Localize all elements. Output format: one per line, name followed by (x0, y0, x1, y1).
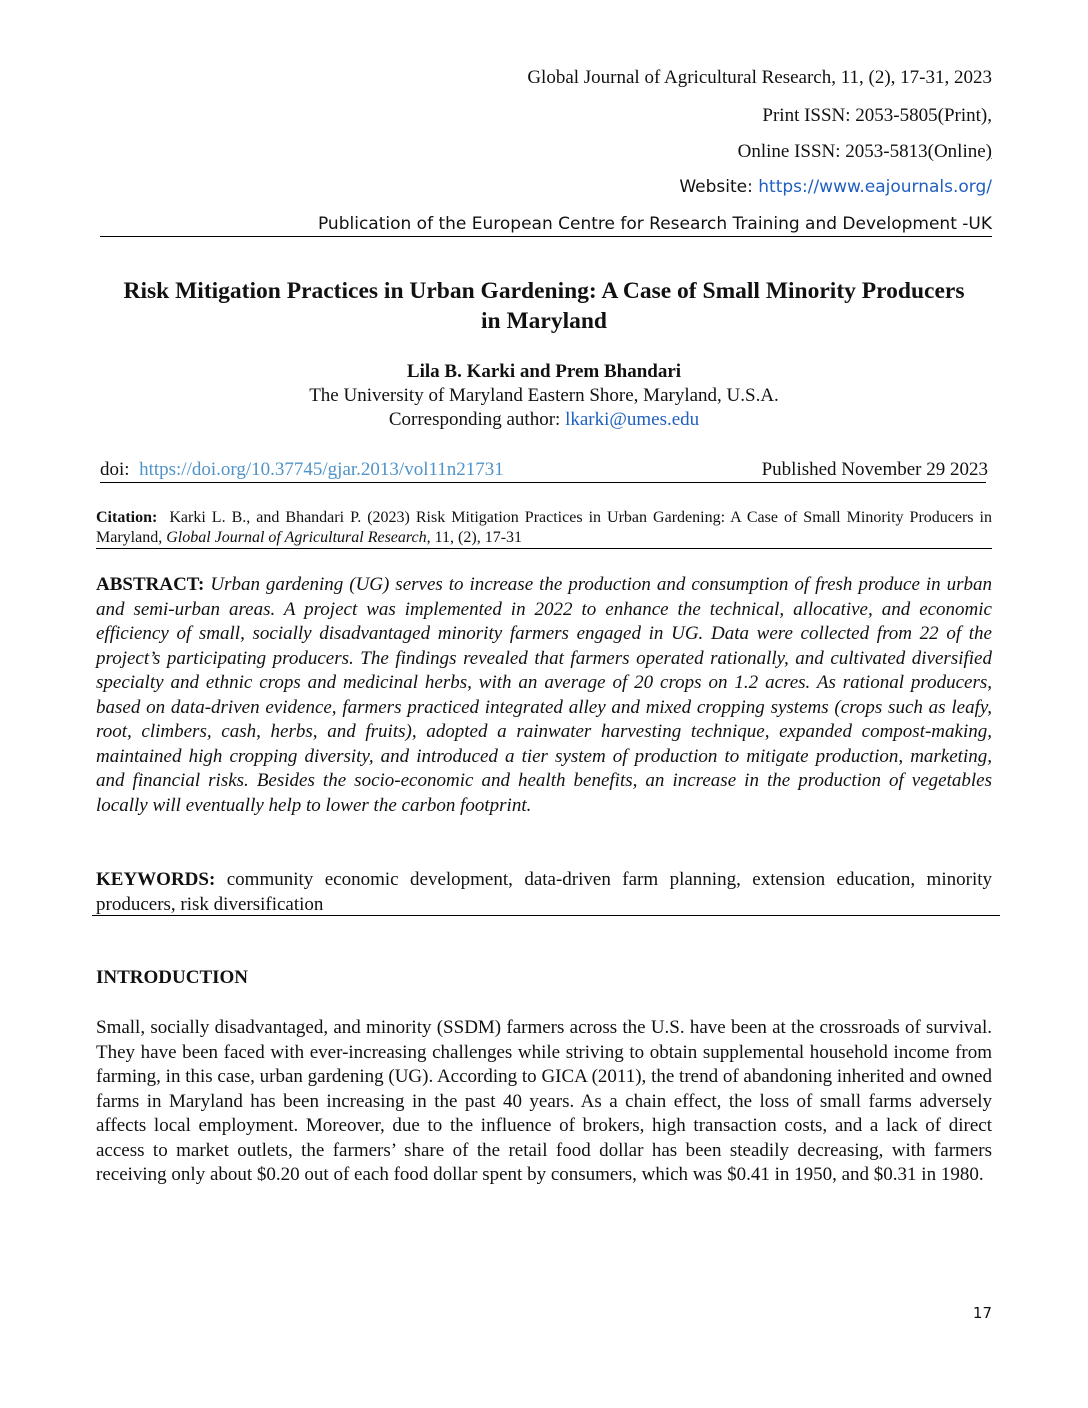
introduction-paragraph: Small, socially disadvantaged, and minority (SSDM) farmers across the U.S. have been at the crossroads of survival. They have been faced with ever-increasing challenges while striving to obtain supplemental household income from farming, in this case, urban gardening (UG). According to GICA (2011), the trend of abandoning inherited and owned farms in Maryland has been increasing in the past 40 years. As a chain effect, the loss of small farms adversely affects local employment. Moreover, due to the influence of brokers, high transaction costs, and a lack of direct access to market outlets, the farmers’ share of the retail food dollar has been steadily decreasing, with farmers receiving only about $0.20 out of each food dollar spent by consumers, which was $0.41 in 1950, and $0.31 in 1980. (96, 1017, 992, 1185)
corresponding-label: Corresponding author: (388, 409, 566, 430)
citation (96, 508, 992, 548)
doi-link[interactable]: https://doi.org/10.37745/gjar.2013/vol11n21731 (139, 459, 504, 480)
journal-line: Global Journal of Agricultural Research, 11, (2), 17-31, 2023 (527, 67, 992, 88)
abstract (96, 573, 992, 818)
abstract-label: ABSTRACT: (96, 574, 205, 595)
publisher-line: Publication of the European Centre for Research Training and Development -UK (317, 214, 992, 234)
title-line-1: Risk Mitigation Practices in Urban Gardening: A Case of Small Minority Producers (123, 278, 965, 304)
title-line-2: in Maryland (480, 308, 607, 334)
citation-journal: Global Journal of Agricultural Research (166, 529, 427, 546)
keywords-divider (92, 915, 1000, 916)
online-issn-close: ) (985, 141, 992, 162)
authors: Lila B. Karki and Prem Bhandari (406, 361, 682, 382)
citation-comma: , (158, 529, 167, 546)
doi-divider (100, 482, 986, 483)
keywords (96, 868, 992, 917)
citation-text: Karki L. B., and Bhandari P. (2023) Risk Mitigation Practices in Urban Gardening: A Case of Small Minority Producers in Maryland (96, 509, 992, 546)
citation-end: , 11, (2), 17-31 (426, 529, 523, 546)
corresponding-email-link[interactable]: lkarki@umes.edu (565, 409, 700, 430)
published-date: Published November 29 2023 (761, 459, 988, 480)
citation-divider (96, 548, 992, 549)
keywords-text: community economic development, data-driven farm planning, extension education, minority producers, risk diversification (96, 869, 992, 915)
affiliation: The University of Maryland Eastern Shore, Maryland, U.S.A. (309, 385, 779, 406)
website-link[interactable]: https://www.eajournals.org/ (758, 177, 992, 197)
website-label: Website: (679, 177, 759, 197)
website-line (679, 177, 992, 197)
article-title (96, 276, 992, 336)
abstract-text: Urban gardening (UG) serves to increase the production and consumption of fresh produce in urban and semi-urban areas. A project was implemented in 2022 to enhance the technical, allocative, and economic efficiency of small, socially disadvantaged minority farmers engaged in UG. Data were collected from 22 of the project’s participating producers. The findings revealed that farmers operated rationally, and cultivated diversified specialty and ethnic crops and medicinal herbs, with an average of 20 crops on 1.2 acres. As rational producers, based on data-driven evidence, farmers practiced integrated alley and mixed cropping systems (crops such as leafy, root, climbers, cash, herbs, and fruits), adopted a rainwater harvesting technique, expanded compost-making, maintained high cropping diversity, and introduced a tier system of production to mitigate production, marketing, and financial risks. Besides the socio-economic and health benefits, an increase in the production of vegetables locally will eventually help to lower the carbon footprint. (96, 574, 992, 816)
page-number: 17 (972, 1304, 992, 1322)
doi-line (100, 458, 504, 482)
citation-label: Citation: (96, 509, 158, 526)
introduction-heading: INTRODUCTION (96, 967, 249, 988)
header-divider (100, 236, 992, 237)
online-issn (738, 140, 992, 164)
doi-label: doi: (100, 459, 130, 480)
print-issn: Print ISSN: 2053-5805(Print), (762, 105, 992, 126)
online-issn-text: Online ISSN: 2053-5813(Online (737, 141, 986, 162)
keywords-label: KEYWORDS: (96, 869, 216, 890)
corresponding-author (96, 408, 992, 431)
